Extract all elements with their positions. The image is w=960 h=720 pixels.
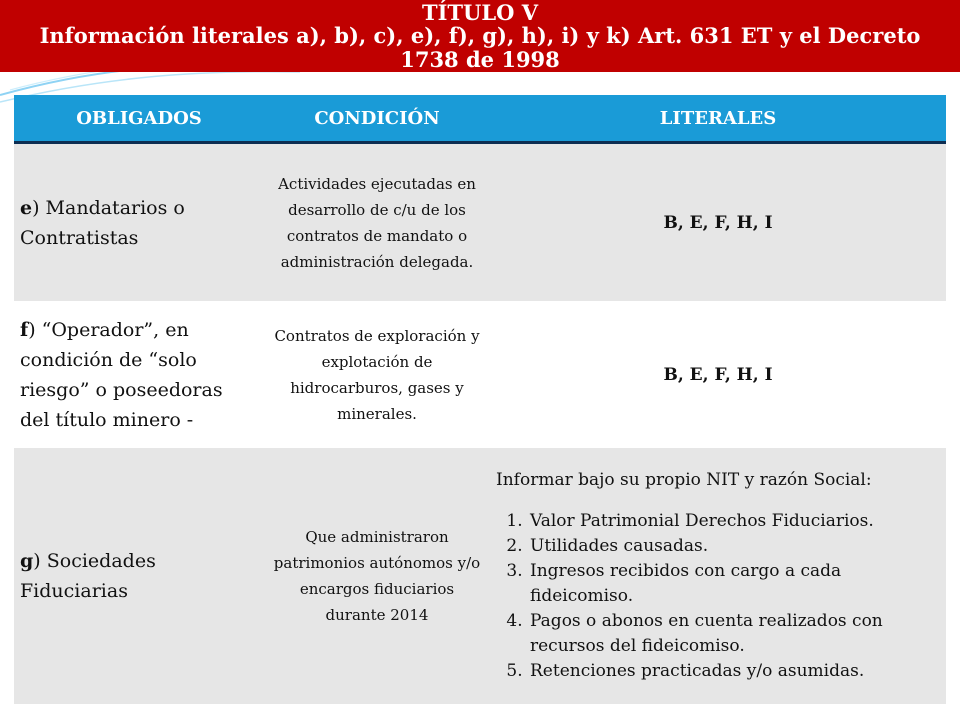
obligado-text: ) Mandatarios o Contratistas <box>20 196 185 249</box>
table-row <box>14 143 946 302</box>
title-banner <box>0 0 960 72</box>
condicion-cell: Actividades ejecutadas en desarrollo de c/u de los contratos de mandato o administración delegada. <box>264 143 490 302</box>
literales-list-cell <box>490 448 946 704</box>
obligations-table <box>14 95 946 704</box>
obligado-letter: g <box>20 550 34 572</box>
list-item: 1. Valor Patrimonial Derechos Fiduciarios. <box>528 509 940 534</box>
obligado-cell <box>14 143 264 302</box>
list-item: 4. Pagos o abonos en cuenta realizados con recursos del fideicomiso. <box>528 609 940 659</box>
header-condicion: CONDICIÓN <box>264 95 490 143</box>
condicion-cell: Que administraron patrimonios autónomos y/o encargos fiduciarios durante 2014 <box>264 448 490 704</box>
literales-cell: B, E, F, H, I <box>490 143 946 302</box>
obligado-cell <box>14 301 264 448</box>
title-subheading: Información literales a), b), c), e), f), g), h), i) y k) Art. 631 ET y el Decreto 1738 de 1998 <box>39 23 921 72</box>
list-item: 2. Utilidades causadas. <box>528 534 940 559</box>
table-row <box>14 301 946 448</box>
list-item: 5. Retenciones practicadas y/o asumidas. <box>528 659 940 684</box>
header-literales: LITERALES <box>490 95 946 143</box>
obligado-text: ) “Operador”, en condición de “solo riesgo” o poseedoras del título minero - <box>20 318 223 431</box>
table-header-row <box>14 95 946 143</box>
literales-list <box>496 509 940 684</box>
literales-intro: Informar bajo su propio NIT y razón Social: <box>496 470 872 490</box>
table-row <box>14 448 946 704</box>
obligado-text: ) Sociedades Fiduciarias <box>20 550 156 602</box>
header-obligados: OBLIGADOS <box>14 95 264 143</box>
obligado-letter: e <box>20 196 33 219</box>
literales-cell: B, E, F, H, I <box>490 301 946 448</box>
obligado-letter: f <box>20 318 29 341</box>
condicion-cell: Contratos de exploración y explotación de hidrocarburos, gases y minerales. <box>264 301 490 448</box>
list-item: 3. Ingresos recibidos con cargo a cada fideicomiso. <box>528 559 940 609</box>
obligado-cell <box>14 448 264 704</box>
title-heading: TÍTULO V <box>421 0 539 25</box>
